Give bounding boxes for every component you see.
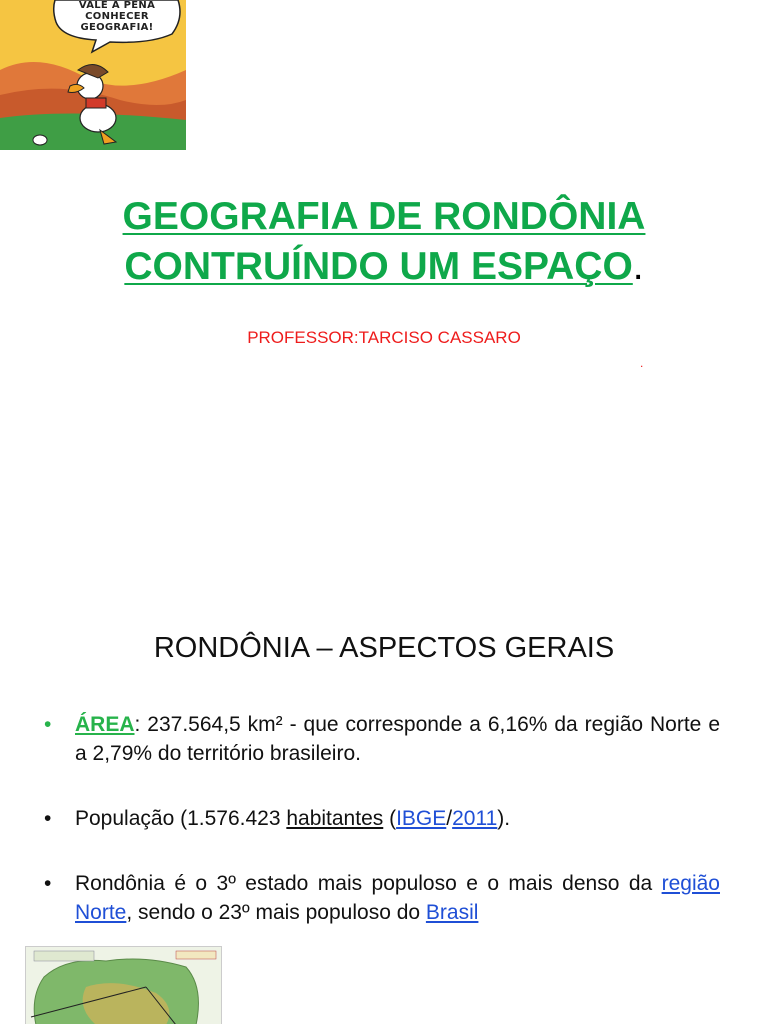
comic-illustration: [0, 0, 186, 150]
habitantes-link[interactable]: habitantes: [286, 807, 384, 830]
slide-2: [0, 576, 768, 1024]
area-label: ÁREA: [75, 713, 135, 736]
title-line-1: GEOGRAFIA DE RONDÔNIA: [122, 195, 646, 238]
regiao-norte-link[interactable]: região Norte: [75, 872, 720, 924]
tiny-dot: .: [640, 356, 644, 370]
title-line-2: CONTRUÍNDO UM ESPAÇO: [124, 245, 633, 288]
bullet-list: [44, 710, 720, 927]
map-drawing: [26, 947, 221, 1024]
ibge-link[interactable]: IBGE: [396, 807, 447, 830]
ranking-text-1: Rondônia é o 3º estado mais populoso e o mais denso da: [75, 872, 662, 895]
map-thumbnail: [25, 946, 222, 1024]
bullet-area: [44, 710, 720, 768]
bubble-line-1: VALE A PENA: [78, 0, 156, 11]
title-dot: .: [632, 245, 644, 288]
area-text: : 237.564,5 km² - que corresponde a 6,16% da região Norte e a 2,79% do território brasileiro.: [75, 713, 720, 765]
bubble-line-2: CONHECER: [85, 11, 149, 22]
bullet-marker: •: [44, 807, 52, 830]
bullet-ranking: [44, 869, 720, 927]
bubble-line-3: GEOGRAFIA!: [80, 22, 154, 33]
bullet-marker: •: [44, 713, 52, 736]
speech-bubble-text: [62, 0, 172, 33]
professor-name: PROFESSOR:TARCISO CASSARO: [247, 328, 521, 347]
brasil-link[interactable]: Brasil: [425, 901, 479, 924]
slide-2-title: RONDÔNIA – ASPECTOS GERAIS: [153, 632, 615, 664]
population-text-3: ).: [497, 807, 511, 830]
slash: /: [446, 807, 453, 830]
population-text-1: População (1.576.423: [75, 807, 287, 830]
ranking-text-2: , sendo o 23º mais populoso do: [126, 901, 426, 924]
slide-title: [0, 192, 768, 292]
bullet-population: [44, 804, 720, 833]
year-link[interactable]: 2011: [452, 807, 498, 830]
population-text-2: (: [383, 807, 397, 830]
bullet-marker: •: [44, 872, 52, 895]
